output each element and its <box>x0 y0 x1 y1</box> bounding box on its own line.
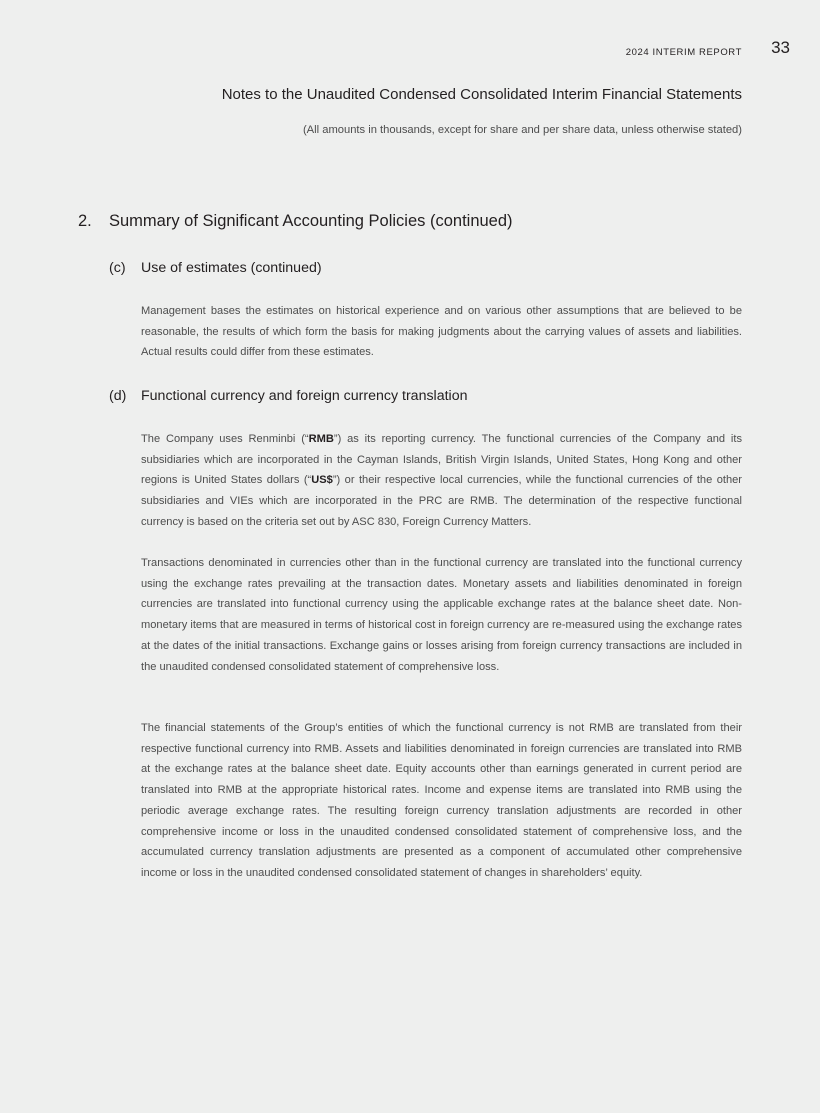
document-title: Notes to the Unaudited Condensed Consolidated Interim Financial Statements <box>221 86 742 103</box>
term-usd: US$ <box>311 474 333 487</box>
subsection-c-letter: (c) <box>109 260 126 276</box>
subsection-d-letter: (d) <box>109 388 127 404</box>
p1-text-3: ”) or their respective local currencies, while the functional currencies of the other subsidiaries and VIEs which are incorporated in the PRC are RMB. The determination of the respective functional currency is based on the criteria set out by ASC 830, Foreign Currency Matters. <box>141 474 742 528</box>
document-subtitle: (All amounts in thousands, except for share and per share data, unless otherwise stated) <box>302 124 742 136</box>
section-title: Summary of Significant Accounting Policies (continued) <box>109 212 513 230</box>
subsection-c-heading <box>109 260 322 276</box>
subsection-c-paragraph: Management bases the estimates on historical experience and on various other assumptions that are believed to be reasonable, the results of which form the basis for making judgments about the carrying values of assets and liabilities. Actual results could differ from these estimates. <box>141 305 742 359</box>
p1-text-1: The Company uses Renminbi (“ <box>141 433 309 445</box>
subsection-d-title: Functional currency and foreign currency translation <box>141 388 468 404</box>
p1-text-2: ”) as its reporting currency. The functional currencies of the Company and its subsidiaries which are incorporated in the Cayman Islands, British Virgin Islands, United States, Hong Kong and other regions is United States dollars (“ <box>141 433 743 487</box>
report-label: 2024 INTERIM REPORT <box>625 47 742 58</box>
section-number: 2. <box>78 212 92 230</box>
section-heading <box>78 212 513 231</box>
subsection-d-heading <box>109 388 467 404</box>
subsection-d-paragraph-3: The financial statements of the Group’s entities of which the functional currency is not RMB are translated from their respective functional currency into RMB. Assets and liabilities denominated in foreign currencies are translated into RMB at the exchange rates at the balance sheet date. Equity accounts other than earnings generated in current period are translated into RMB at the appropriate historical rates. Income and expense items are translated into RMB using the periodic average exchange rates. The resulting foreign currency translation adjustments are recorded in other comprehensive income or loss in the unaudited condensed consolidated statement of comprehensive loss, and the accumulated currency translation adjustments are presented as a component of accumulated other comprehensive income or loss in the unaudited condensed consolidated statement of changes in shareholders’ equity. <box>141 722 742 879</box>
subsection-c-title: Use of estimates (continued) <box>141 260 322 276</box>
subsection-d-paragraph-2: Transactions denominated in currencies other than in the functional currency are translated into the functional currency using the exchange rates prevailing at the transaction dates. Monetary assets and liabilities denominated in foreign currencies are translated into functional currency using the applicable exchange rates at the balance sheet date. Non-monetary items that are measured in terms of historical cost in foreign currency are re-measured using the exchange rates at the dates of the initial transactions. Exchange gains or losses arising from foreign currency transactions are included in the unaudited condensed consolidated statement of comprehensive loss. <box>141 557 742 673</box>
subsection-d-paragraph-1 <box>141 429 742 533</box>
page-number: 33 <box>771 38 790 57</box>
term-rmb: RMB <box>308 433 334 445</box>
